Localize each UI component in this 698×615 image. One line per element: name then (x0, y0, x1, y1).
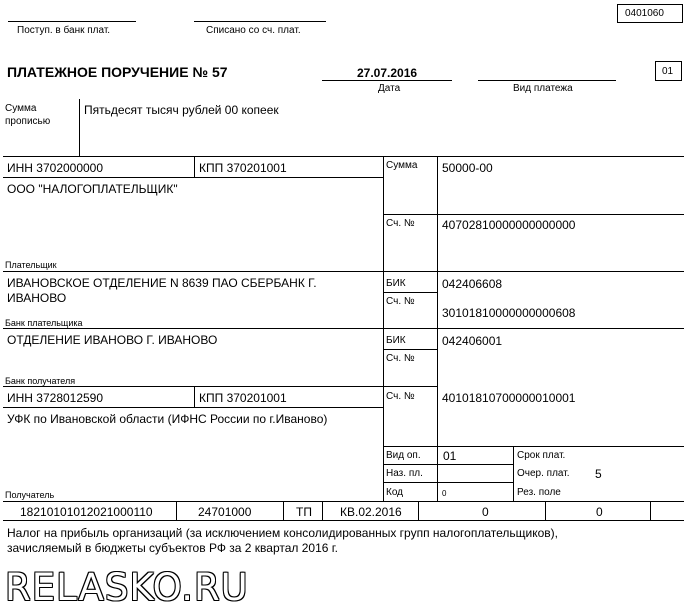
amount-words-label-1: Сумма (5, 103, 37, 114)
payment-type-line (478, 80, 616, 81)
grid-line (3, 407, 383, 408)
recipient-bank-name: ОТДЕЛЕНИЕ ИВАНОВО Г. ИВАНОВО (7, 333, 218, 347)
grid-line (322, 501, 323, 520)
payer-account-label: Сч. № (386, 218, 415, 229)
debited-line (194, 21, 326, 22)
payer-label: Плательщик (5, 260, 57, 270)
amount-words-label-2: прописью (5, 116, 51, 127)
recipient-name: УФК по Ивановской области (ИФНС России по г.Иваново) (7, 412, 328, 426)
page-title: ПЛАТЕЖНОЕ ПОРУЧЕНИЕ № 57 (7, 64, 228, 80)
grid-line (283, 501, 284, 520)
recipient-account-label: Сч. № (386, 391, 415, 402)
received-label: Поступ. в банк плат. (17, 25, 111, 36)
received-line (8, 21, 136, 22)
payer-bank-label: Банк плательщика (5, 318, 83, 328)
grid-line (3, 501, 684, 502)
payment-order-value: 5 (595, 467, 602, 481)
payer-name: ООО "НАЛОГОПЛАТЕЛЬЩИК" (7, 182, 178, 196)
grid-line (513, 446, 514, 501)
recipient-bik: 042406001 (442, 334, 503, 348)
payment-purpose-line-2: зачисляемый в бюджеты субъектов РФ за 2 квартал 2016 г. (7, 541, 339, 555)
grid-line (383, 446, 684, 447)
grid-line (383, 156, 384, 501)
payer-bank-account: 30101810000000000608 (442, 306, 576, 320)
reserve-label: Рез. поле (517, 487, 561, 498)
grid-line (3, 177, 383, 178)
grid-line (3, 520, 684, 521)
grid-line (3, 328, 684, 329)
tax-doc-date: 0 (596, 505, 603, 519)
watermark: RELASKO.RU (5, 566, 249, 609)
payment-order-label: Очер. плат. (517, 468, 570, 479)
recipient-inn: ИНН 3728012590 (7, 391, 104, 405)
amount-words-value: Пятьдесят тысяч рублей 00 копеек (84, 103, 279, 117)
form-code: 0401060 (625, 8, 664, 19)
recipient-bik-label: БИК (386, 335, 406, 346)
payer-bik: 042406608 (442, 277, 503, 291)
status-code: 01 (662, 66, 674, 77)
grid-line (3, 156, 684, 157)
operation-type-label: Вид оп. (386, 450, 421, 461)
tax-doc-number: 0 (482, 505, 489, 519)
code-value: 0 (442, 489, 447, 498)
payer-inn: ИНН 3702000000 (7, 161, 104, 175)
date-label: Дата (378, 83, 401, 94)
grid-line (176, 501, 177, 520)
grid-line (383, 464, 513, 465)
grid-line (383, 292, 437, 293)
code-label: Код (386, 487, 404, 498)
payment-purpose-line-1: Налог на прибыль организаций (за исключением консолидированных групп налогоплательщиков), (7, 526, 558, 540)
grid-line (418, 501, 419, 520)
payer-bank-name-2: ИВАНОВО (7, 291, 67, 305)
grid-line (3, 271, 684, 272)
grid-line (437, 156, 438, 501)
tax-period: КВ.02.2016 (340, 505, 402, 519)
recipient-label: Получатель (5, 490, 55, 500)
payer-account: 40702810000000000000 (442, 218, 576, 232)
oktmo: 24701000 (198, 505, 252, 519)
payment-date: 27.07.2016 (357, 66, 418, 80)
amount-words-divider (79, 99, 80, 156)
payer-bik-label: БИК (386, 278, 406, 289)
payer-bank-account-label: Сч. № (386, 296, 415, 307)
payment-type-label: Вид платежа (513, 83, 573, 94)
grid-line (383, 349, 437, 350)
operation-type-value: 01 (443, 449, 457, 463)
grid-line (194, 386, 195, 407)
recipient-account: 40101810700000010001 (442, 391, 576, 405)
grid-line (194, 156, 195, 177)
payer-kpp: КПП 370201001 (199, 161, 287, 175)
grid-line (3, 386, 437, 387)
grid-line (545, 501, 546, 520)
grid-line (383, 482, 513, 483)
grid-line (650, 501, 651, 520)
kbk: 18210101012021000110 (20, 505, 153, 519)
date-line (322, 80, 452, 81)
recipient-bank-label: Банк получателя (5, 376, 76, 386)
payment-purpose-label: Наз. пл. (386, 468, 423, 479)
payment-basis: ТП (296, 505, 312, 519)
recipient-bank-account-label: Сч. № (386, 353, 415, 364)
payer-bank-name-1: ИВАНОВСКОЕ ОТДЕЛЕНИЕ N 8639 ПАО СБЕРБАНК Г. (7, 276, 317, 290)
grid-line (383, 214, 684, 215)
sum-value: 50000-00 (442, 161, 493, 175)
recipient-kpp: КПП 370201001 (199, 391, 287, 405)
sum-label: Сумма (386, 160, 418, 171)
payment-term-label: Срок плат. (517, 450, 566, 461)
debited-label: Списано со сч. плат. (206, 25, 301, 36)
